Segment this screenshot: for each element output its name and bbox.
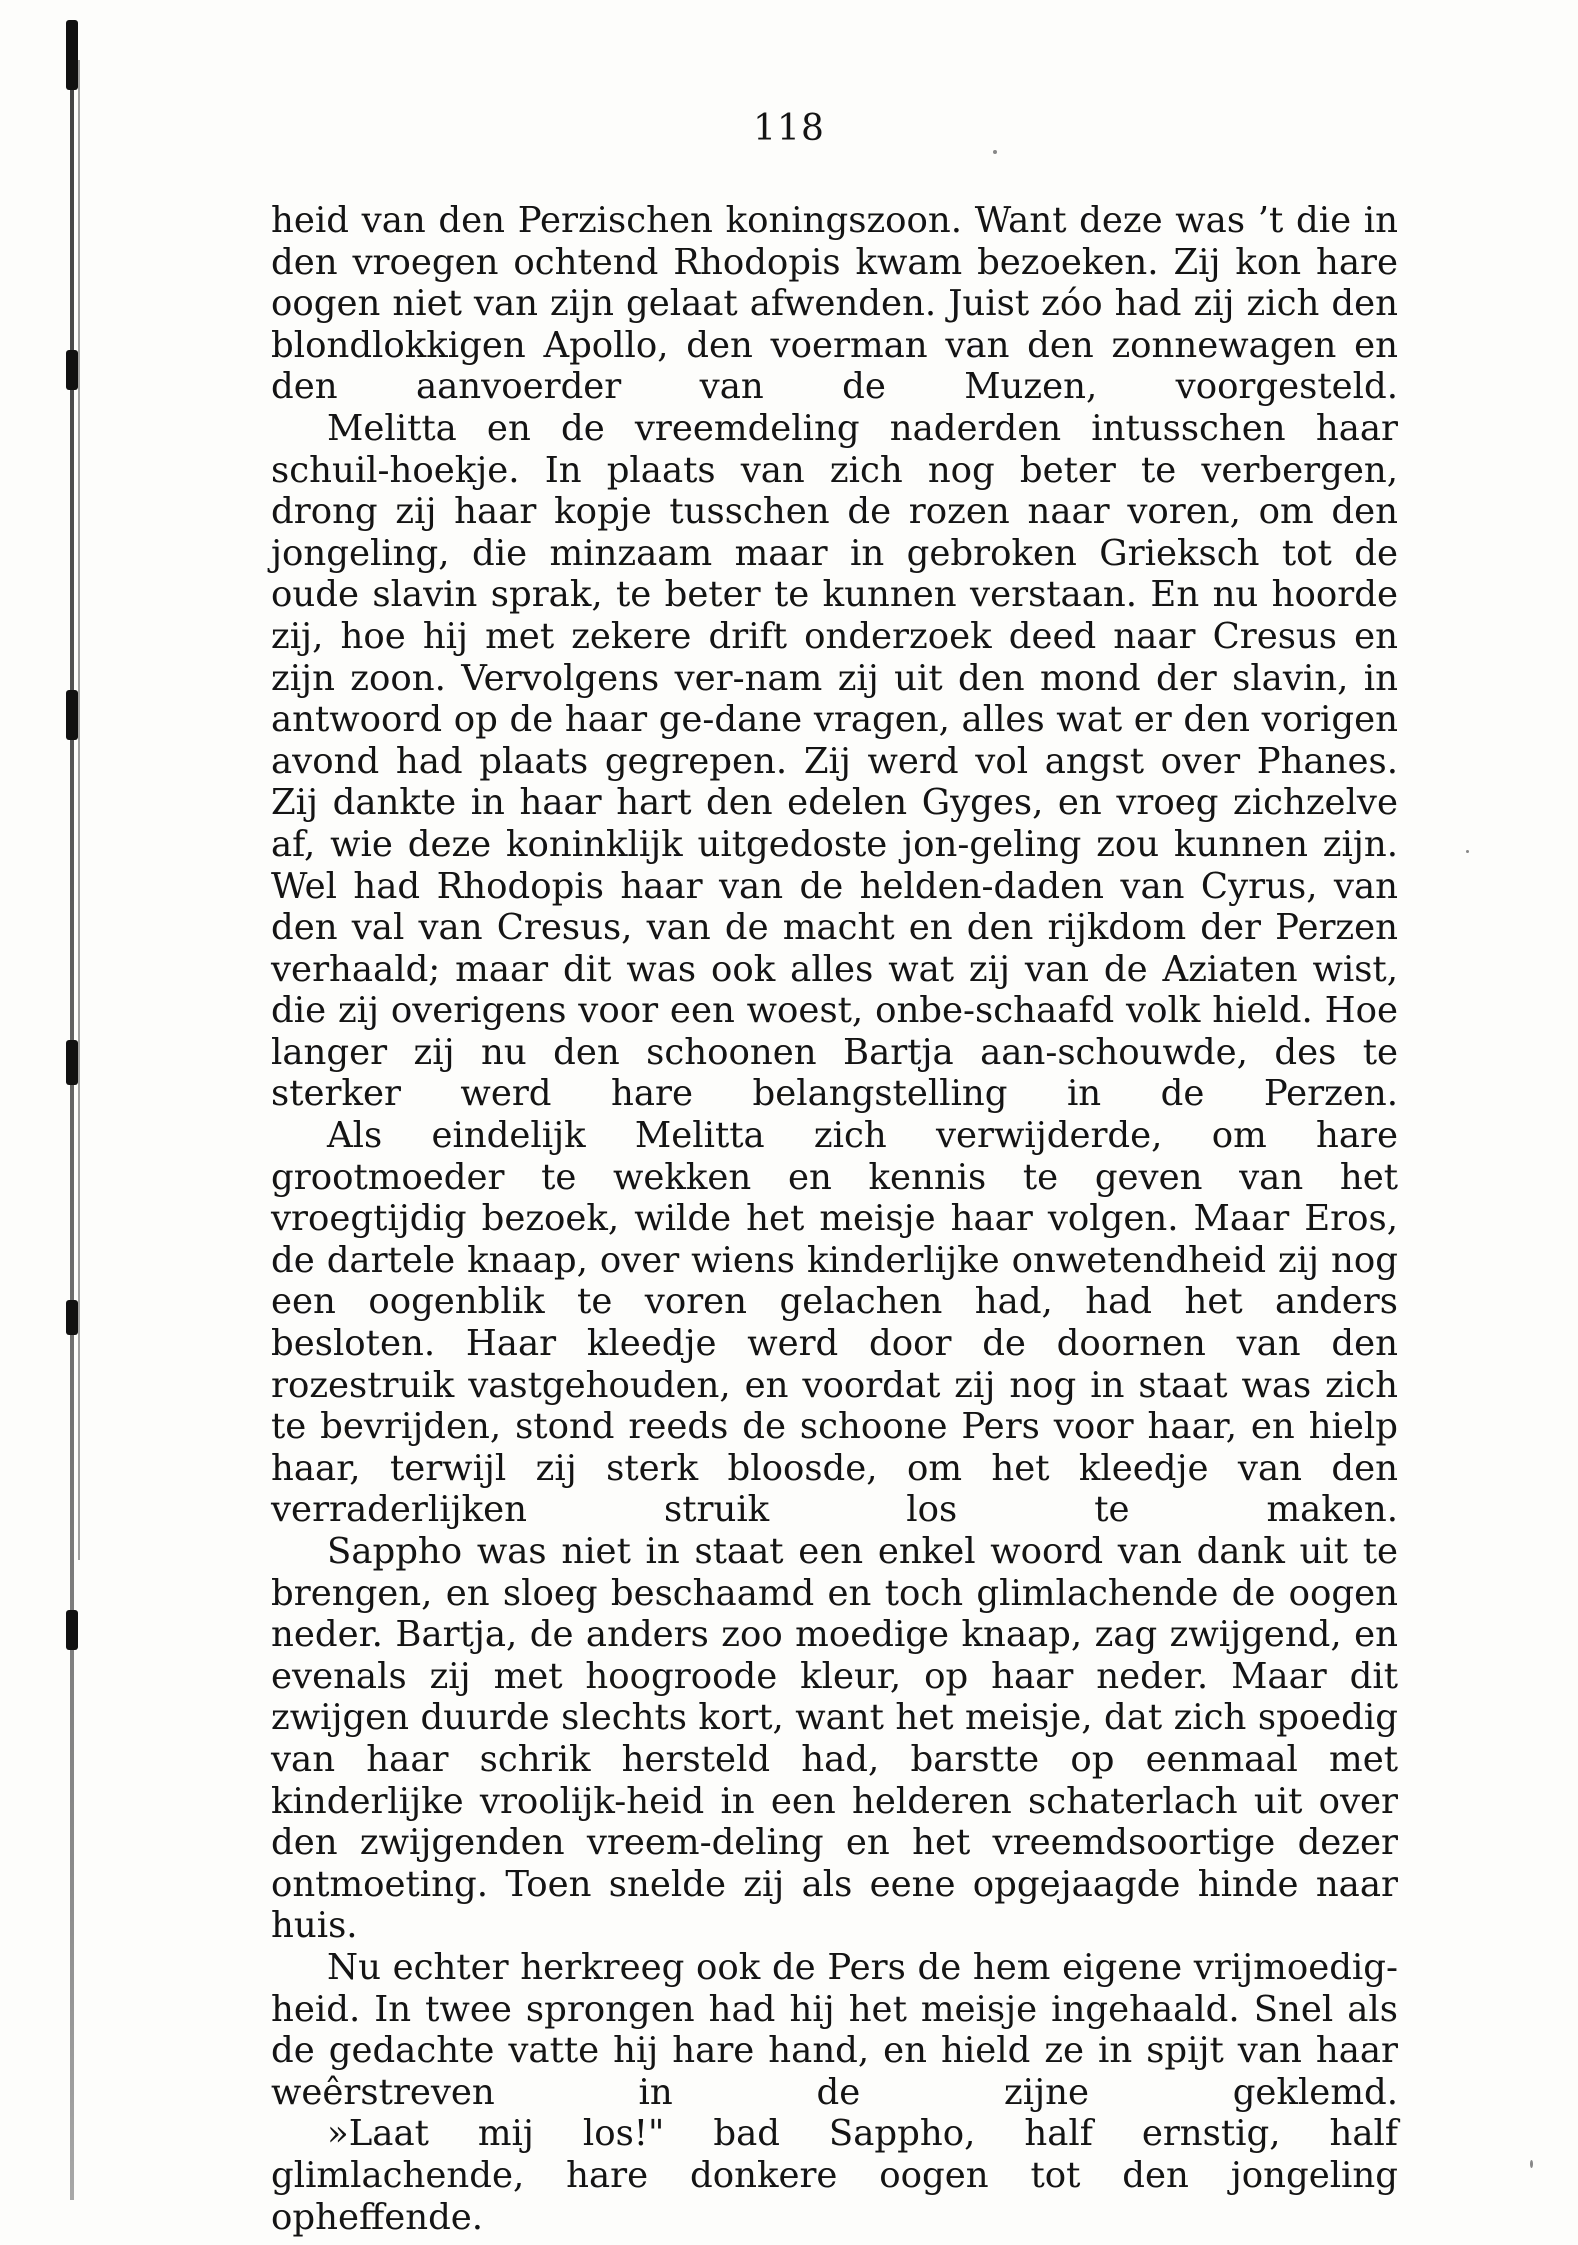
paragraph: Melitta en de vreemdeling naderden intusschen haar schuil-hoekje. In plaats van zich nog beter te verbergen, drong zij haar kopje tusschen de rozen naar voren, om den jongeling, die minzaam maar in gebroken Grieksch tot de oude slavin sprak, te beter te kunnen verstaan. En nu hoorde zij, hoe hij met zekere drift onderzoek deed naar Cresus en zijn zoon. Vervolgens ver-nam zij uit den mond der slavin, in antwoord op de haar ge-dane vragen, alles wat er den vorigen avond had plaats gegrepen. Zij werd vol angst over Phanes. Zij dankte in haar hart den edelen Gyges, en vroeg zichzelve af, wie deze koninklijk uitgedoste jon-geling zou kunnen zijn. Wel had Rhodopis haar van de helden-daden van Cyrus, van den val van Cresus, van de macht en den rijkdom der Perzen verhaald; maar dit was ook alles wat zij van de Aziaten wist, die zij overigens voor een woest, onbe-schaafd volk hield. Hoe langer zij nu den schoonen Bartja aan-schouwde, des te sterker werd hare belangstelling in de Perzen.: [271, 407, 1398, 1115]
paper-speck: [1530, 2160, 1533, 2168]
paper-speck: [993, 150, 997, 154]
paragraph: Nu echter herkreeg ook de Pers de hem eigene vrijmoedig-heid. In twee sprongen had hij het meisje ingehaald. Snel als de gedachte vatte hij hare hand, en hield ze in spijt van haar weêrstreven in de zijne geklemd.: [271, 1946, 1398, 2113]
binding-blot: [66, 350, 78, 390]
paper-speck: [1466, 850, 1469, 853]
binding-blot: [66, 1610, 78, 1650]
paragraph: Sappho was niet in staat een enkel woord van dank uit te brengen, en sloeg beschaamd en toch glimlachende de oogen neder. Bartja, de anders zoo moedige knaap, zag zwijgend, en evenals zij met hoogroode kleur, op haar neder. Maar dit zwijgen duurde slechts kort, want het meisje, dat zich spoedig van haar schrik hersteld had, barstte op eenmaal met kinderlijke vroolijk-heid in een helderen schaterlach uit over den zwijgenden vreem-deling en het vreemdsoortige dezer ontmoeting. Toen snelde zij als eene opgejaagde hinde naar huis.: [271, 1531, 1398, 1947]
paragraph: Als eindelijk Melitta zich verwijderde, om hare grootmoeder te wekken en kennis te geven van het vroegtijdig bezoek, wilde het meisje haar volgen. Maar Eros, de dartele knaap, over wiens kinderlijke onwetendheid zij nog een oogenblik te voren gelachen had, had het anders besloten. Haar kleedje werd door de doornen van den rozestruik vastgehouden, en voordat zij nog in staat was zich te bevrijden, stond reeds de schoone Pers voor haar, en hielp haar, terwijl zij sterk bloosde, om het kleedje van den verraderlijken struik los te maken.: [271, 1115, 1398, 1531]
paragraph: »Laat mij los!" bad Sappho, half ernstig, half glimlachende, hare donkere oogen tot den jongeling opheffende.: [271, 2113, 1398, 2238]
body-text: [271, 200, 1398, 2238]
binding-blot: [66, 20, 78, 90]
binding-edge: [58, 0, 88, 2245]
binding-shadow: [70, 20, 74, 2200]
page-number: 118: [753, 108, 825, 149]
binding-blot: [66, 1040, 78, 1085]
paragraph: heid van den Perzischen koningszoon. Want deze was ’t die in den vroegen ochtend Rhodopis kwam bezoeken. Zij kon hare oogen niet van zijn gelaat afwenden. Juist zóo had zij zich den blondlokkigen Apollo, den voerman van den zonnewagen en den aanvoerder van de Muzen, voorgesteld.: [271, 200, 1398, 408]
binding-blot: [66, 690, 78, 740]
binding-shadow-secondary: [78, 60, 80, 1560]
binding-blot: [66, 1300, 78, 1335]
